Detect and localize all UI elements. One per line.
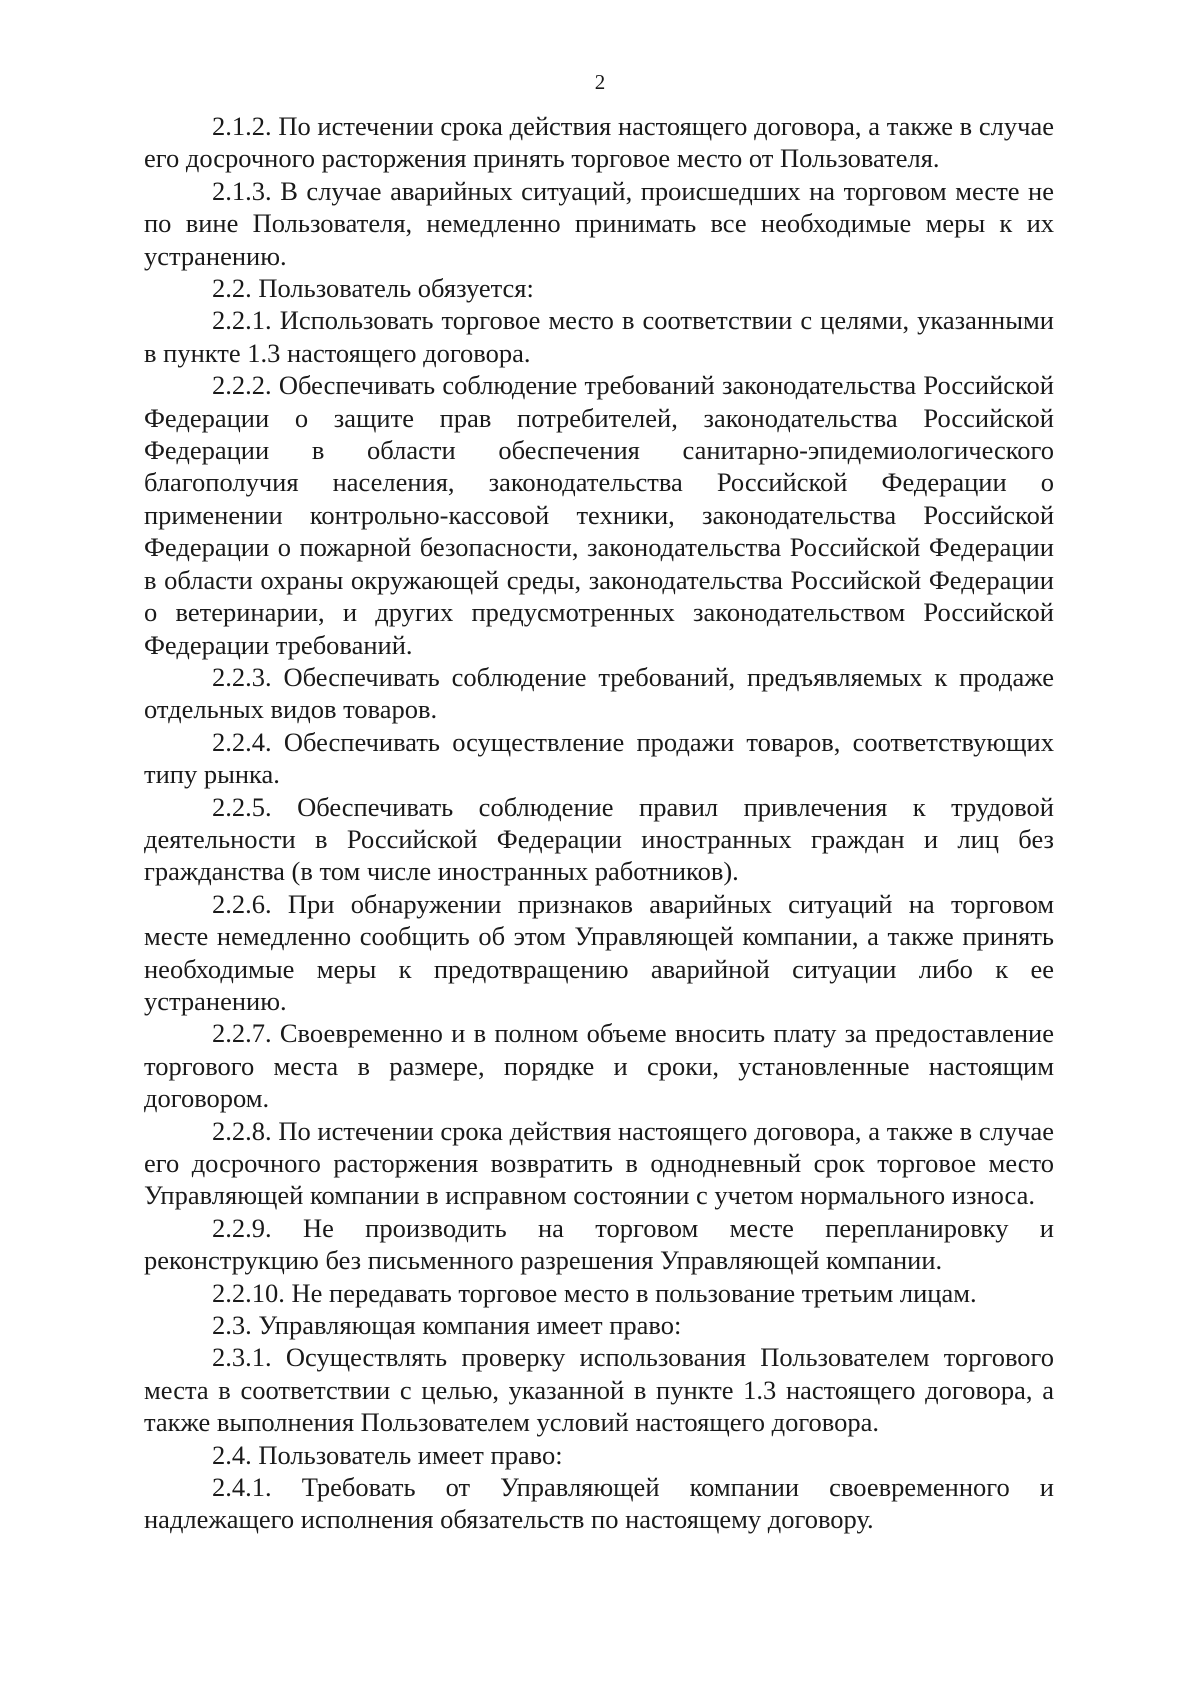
clause-2-2-1: 2.2.1. Использовать торговое место в соответствии с целями, указанными в пункте 1.3 настоящего договора. [144, 305, 1054, 368]
clause-2-2-8: 2.2.8. По истечении срока действия настоящего договора, а также в случае его досрочного расторжения возвратить в однодневный срок торговое место Управляющей компании в исправном состоянии с учетом нормального износа. [144, 1115, 1054, 1211]
clause-2-2-9: 2.2.9. Не производить на торговом месте перепланировку и реконструкцию без письменного разрешения Управляющей компании. [144, 1212, 1054, 1276]
clause-2-4-heading: 2.4. Пользователь имеет право: [212, 1439, 563, 1470]
clause-2-4-1: 2.4.1. Требовать от Управляющей компании своевременного и надлежащего исполнения обязательств по настоящему договору. [144, 1472, 1054, 1535]
clause-2-2-4: 2.2.4. Обеспечивать осуществление продажи товаров, соответствующих типу рынка. [144, 726, 1054, 790]
clause-2-2-6: 2.2.6. При обнаружении признаков аварийных ситуаций на торговом месте немедленно сообщить об этом Управляющей компании, а также принять необходимые меры к предотвращению аварийной ситуации либо к ее устранению. [144, 888, 1054, 1016]
clause-2-1-2: 2.1.2. По истечении срока действия настоящего договора, а также в случае его досрочного расторжения принять торговое место от Пользователя. [144, 111, 1054, 174]
clause-2-3-heading: 2.3. Управляющая компания имеет право: [212, 1310, 682, 1341]
clause-2-2-5: 2.2.5. Обеспечивать соблюдение правил привлечения к трудовой деятельности в Российской Федерации иностранных граждан и лиц без гражданства (в том числе иностранных работников). [144, 791, 1054, 887]
clause-2-2-7: 2.2.7. Своевременно и в полном объеме вносить плату за предоставление торгового места в размере, порядке и сроки, установленные настоящим договором. [144, 1018, 1054, 1114]
page-number: 2 [594, 70, 606, 94]
clause-2-2-heading: 2.2. Пользователь обязуется: [212, 273, 534, 304]
document-body [144, 110, 1054, 1536]
clause-2-2-3: 2.2.3. Обеспечивать соблюдение требований, предъявляемых к продаже отдельных видов товаров. [144, 661, 1054, 725]
clause-2-2-2: 2.2.2. Обеспечивать соблюдение требований законодательства Российской Федерации о защите прав потребителей, законодательства Российской Федерации в области обеспечения санитарно-эпидемиологического благополучия населения, законодательства Российской Федерации о применении контрольно-кассовой техники, законодательства Российской Федерации о пожарной безопасности, законодательства Российской Федерации в области охраны окружающей среды, законодательства Российской Федерации о ветеринарии, и других предусмотренных законодательством Российской Федерации требований. [144, 370, 1054, 660]
clause-2-2-10: 2.2.10. Не передавать торговое место в пользование третьим лицам. [212, 1277, 977, 1308]
clause-2-1-3: 2.1.3. В случае аварийных ситуаций, происшедших на торговом месте не по вине Пользователя, немедленно принимать все необходимые меры к их устранению. [144, 175, 1054, 271]
clause-2-3-1: 2.3.1. Осуществлять проверку использования Пользователем торгового места в соответствии с целью, указанной в пункте 1.3 настоящего договора, а также выполнения Пользователем условий настоящего договора. [144, 1342, 1054, 1438]
